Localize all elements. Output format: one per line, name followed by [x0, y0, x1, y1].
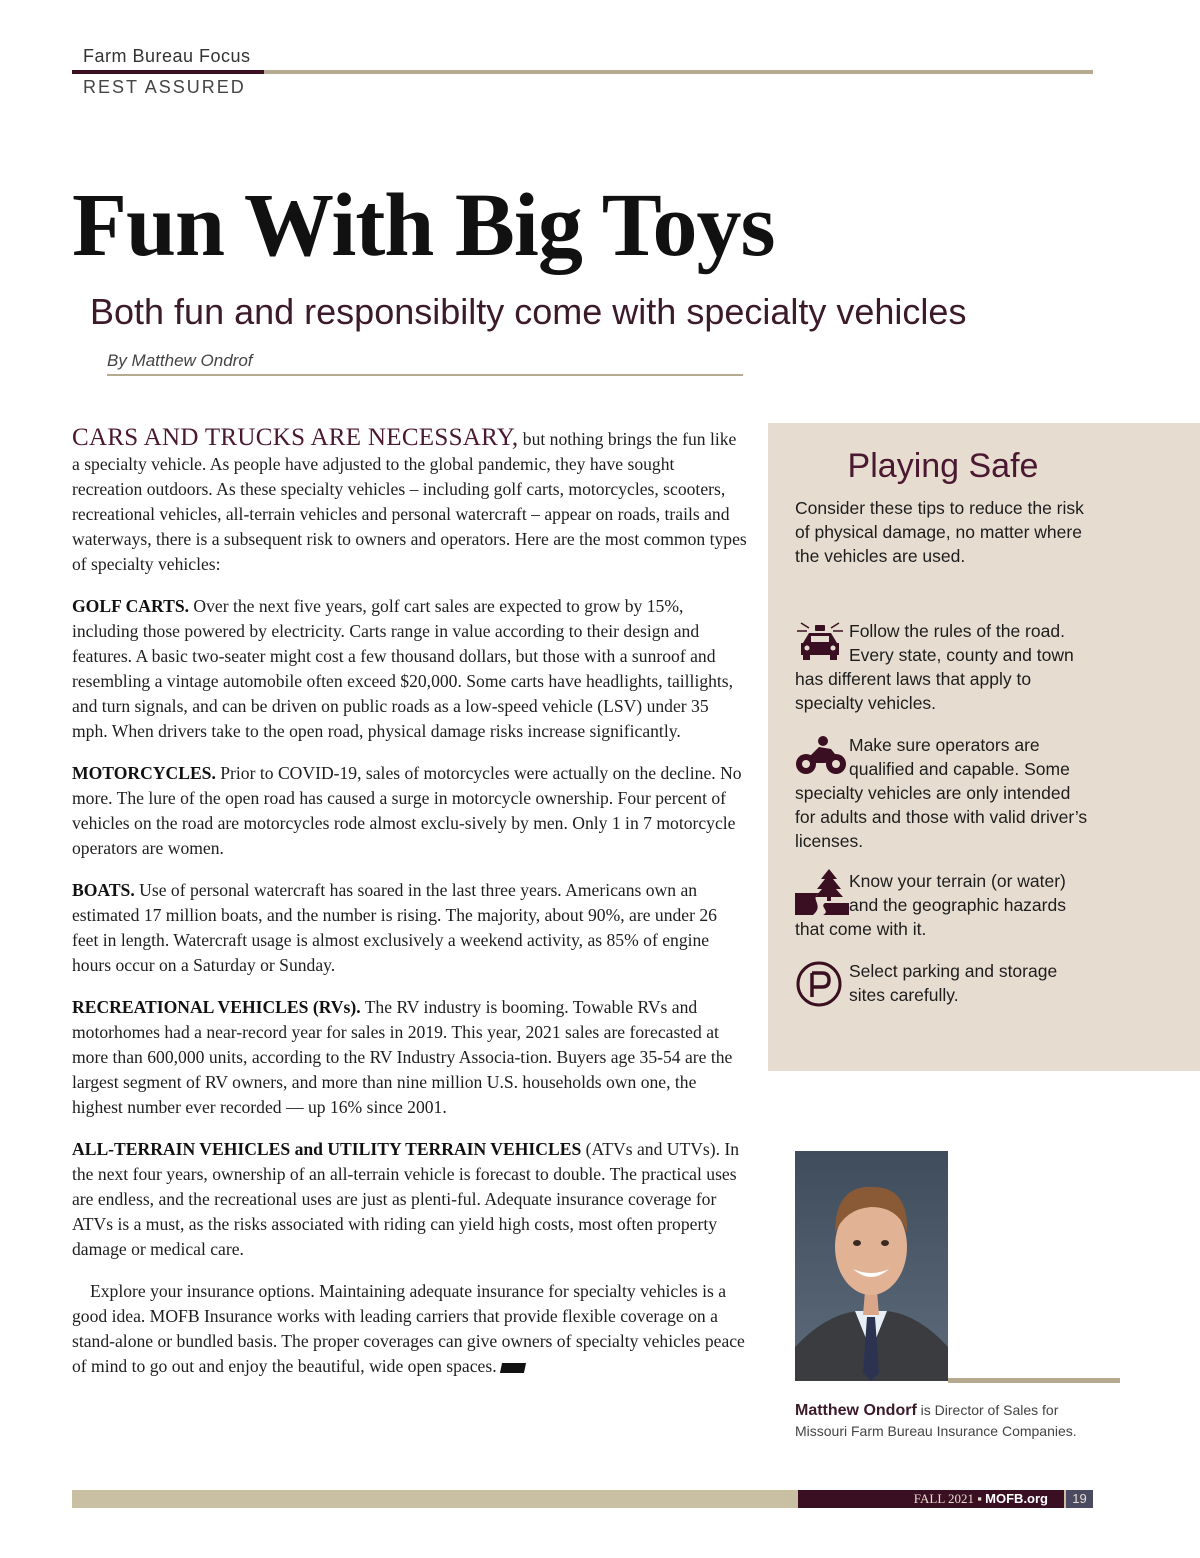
tip-rules-of-road [795, 619, 1095, 715]
tip-parking [795, 959, 1095, 1007]
page-number: 19 [1072, 1491, 1087, 1506]
author-caption [795, 1400, 1105, 1442]
end-mark-icon [500, 1363, 526, 1373]
section-atvs [72, 1137, 747, 1262]
section-text: Prior to COVID-19, sales of motorcycles were actually on the decline. No more. The lure of the open road has caused a surge in motorcycle ownership. Four percent of vehicles on the road are motorcycles rode almost exclu-sively by men. Only 1 in 7 motorcycle operators are women. [72, 763, 742, 858]
footer-site: MOFB.org [985, 1491, 1048, 1506]
sidebar-title: Playing Safe [847, 447, 1039, 485]
byline-rule [107, 374, 743, 376]
intro-text: but nothing brings the fun like a specialty vehicle. As people have adjusted to the global pandemic, they have sought recreation outdoors. As these specialty vehicles – including golf carts, motorcycles, scooters, recreational vehicles, all-terrain vehicles and personal watercraft – appear on roads, trails and waterways, there is a subsequent risk to owners and operators. Here are the most common types of specialty vehicles: [72, 429, 747, 574]
intro-caps: CARS AND TRUCKS ARE NECESSARY, [72, 424, 519, 451]
tip-text: Know your terrain (or water) and the geographic hazards that come with it. [795, 871, 1066, 939]
section-heading: RECREATIONAL VEHICLES (RVs). [72, 997, 361, 1017]
motorcycle-icon [795, 733, 845, 779]
section-motorcycles [72, 761, 747, 861]
tip-text: Select parking and storage sites carefully. [849, 961, 1058, 1005]
author-bio: is Director of Sales for Missouri Farm Bureau Insurance Companies. [795, 1402, 1077, 1439]
section-golf-carts [72, 594, 747, 744]
section-text: (ATVs and UTVs). In the next four years, ownership of an all-terrain vehicle is forecast to double. The practical uses are endless, and the recreational uses are just as plenti-ful. Adequate insurance coverage for ATVs is a must, as the risks associated with riding can yield high costs, most often property damage or medical care. [72, 1139, 740, 1259]
author-photo [795, 1151, 948, 1381]
tip-know-terrain [795, 869, 1095, 941]
intro-paragraph [72, 425, 747, 577]
column-label: REST ASSURED [83, 77, 246, 97]
headline: Fun With Big Toys [72, 176, 775, 275]
footer-issue-label: FALL 2021 ▪ [913, 1491, 986, 1506]
section-text: Use of personal watercraft has soared in the last three years. Americans own an estimated 17 million boats, and the number is rising. The majority, about 90%, are under 26 feet in length. Watercraft usage is almost exclusively a weekend activity, as 85% of engine hours occur on a Saturday or Sunday. [72, 880, 717, 975]
article-body [72, 425, 747, 1396]
closing-text: Explore your insurance options. Maintaining adequate insurance for specialty vehicles is a good idea. MOFB Insurance works with leading carriers that provide flexible coverage on a stand-alone or bundled basis. The proper coverages can give owners of specialty vehicles peace of mind to go out and enjoy the beautiful, wide open spaces. [72, 1281, 745, 1376]
tip-qualified-operators [795, 733, 1095, 853]
section-text: Over the next five years, golf cart sales are expected to grow by 15%, including those powered by electricity. Carts range in value according to their design and features. A basic two-seater might cost a few thousand dollars, but those with a sunroof and resembling a vintage automobile often exceed $20,000. Some carts have headlights, taillights, and turn signals, and can be driven on public roads as a low-speed vehicle (LSV) under 35 mph. When drivers take to the open road, physical damage risks increase significantly. [72, 596, 734, 741]
tip-text: Follow the rules of the road. Every state, county and town has different laws that apply to specialty vehicles. [795, 621, 1074, 713]
closing-paragraph [72, 1279, 747, 1379]
section-text: The RV industry is booming. Towable RVs and motorhomes had a near-record year for sales in 2019. This year, 2021 sales are forecasted at more than 600,000 units, according to the RV Industry Associa-tion. Buyers age 35-54 are the largest segment of RV owners, and more than nine million U.S. households own one, the highest number ever recorded — up 16% since 2001. [72, 997, 733, 1117]
section-boats [72, 878, 747, 978]
header-accent-rule [72, 70, 264, 74]
section-rvs [72, 995, 747, 1120]
photo-rule [948, 1378, 1120, 1383]
section-heading: ALL-TERRAIN VEHICLES and UTILITY TERRAIN VEHICLES [72, 1139, 582, 1159]
sidebar-intro: Consider these tips to reduce the risk of physical damage, no matter where the vehicles are used. [795, 498, 1084, 566]
section-heading: MOTORCYCLES. [72, 763, 216, 783]
tip-text: Make sure operators are qualified and capable. Some specialty vehicles are only intended for adults and those with valid driver’s licenses. [795, 735, 1088, 851]
section-name: Farm Bureau Focus [83, 46, 251, 66]
author-name: Matthew Ondorf [795, 1402, 917, 1419]
section-heading: GOLF CARTS. [72, 596, 190, 616]
byline: By Matthew Ondrof [107, 351, 253, 370]
terrain-icon [795, 869, 845, 915]
footer-issue [798, 1490, 1048, 1508]
section-heading: BOATS. [72, 880, 135, 900]
header-rule [264, 70, 1093, 74]
subheadline: Both fun and responsibilty come with specialty vehicles [90, 291, 967, 332]
parking-icon [795, 959, 845, 1005]
police-car-icon [795, 619, 845, 665]
